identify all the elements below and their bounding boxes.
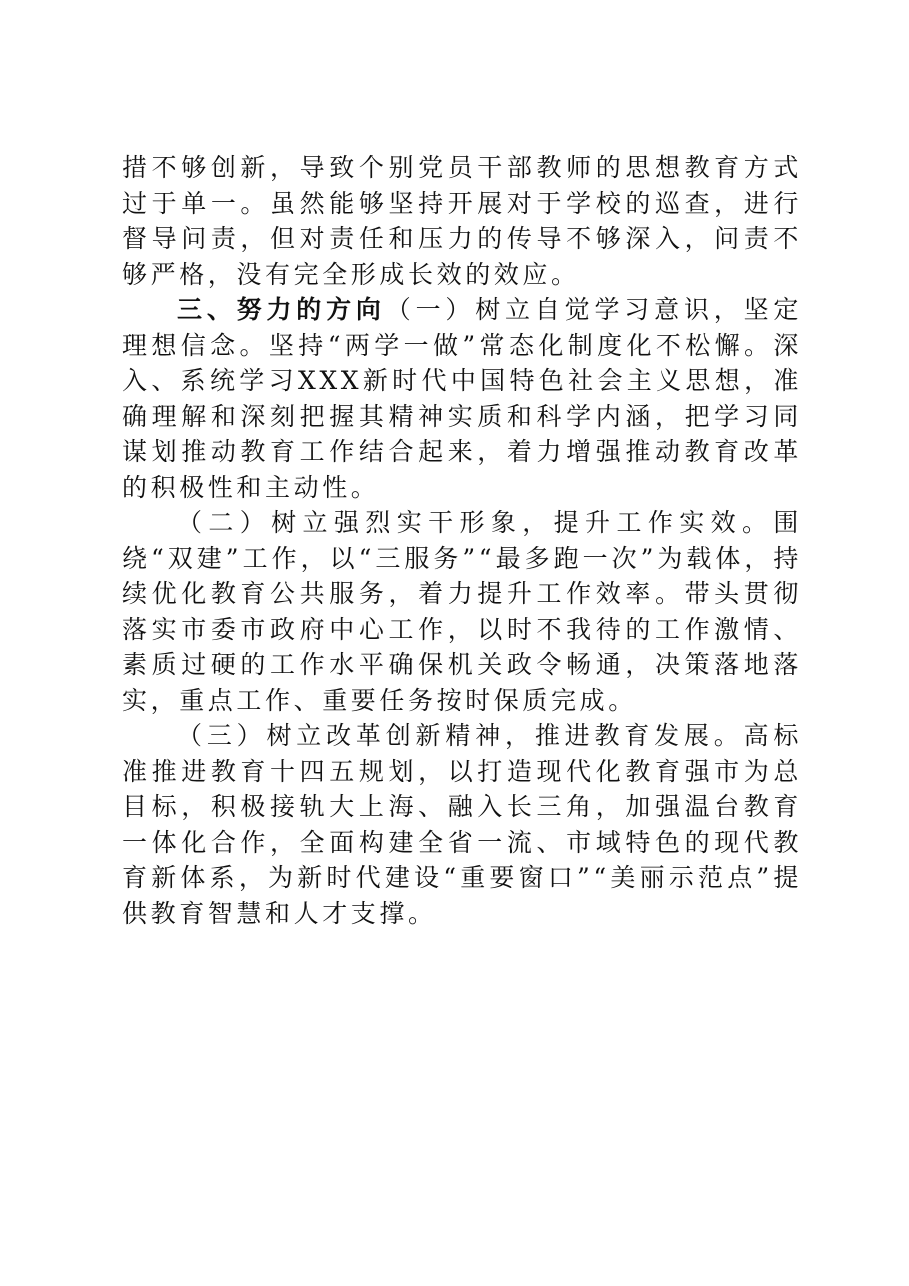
document-body — [122, 150, 802, 931]
paragraph-text: （一）树立自觉学习意识，坚定理想信念。坚持“两学一做”常态化制度化不松懈。深入、系统学习XXX新时代中国特色社会主义思想，准确理解和深刻把握其精神实质和科学内涵，把学习同谋划推动教育工作结合起来，着力增强推动教育改革的积极性和主动性。 — [122, 295, 803, 502]
paragraph-section-three — [122, 292, 802, 505]
paragraph-continuation: 措不够创新，导致个别党员干部教师的思想教育方式过于单一。虽然能够坚持开展对于学校的巡查，进行督导问责，但对责任和压力的传导不够深入，问责不够严格，没有完全形成长效的效应。 — [122, 153, 802, 289]
paragraph-item-two: （二）树立强烈实干形象，提升工作实效。围绕“双建”工作，以“三服务”“最多跑一次”为载体，持续优化教育公共服务，着力提升工作效率。带头贯彻落实市委市政府中心工作，以时不我待的工作激情、素质过硬的工作水平确保机关政令畅通，决策落地落实，重点工作、重要任务按时保质完成。 — [122, 508, 802, 715]
paragraph-item-three: （三）树立改革创新精神，推进教育发展。高标准推进教育十四五规划，以打造现代化教育强市为总目标，积极接轨大上海、融入长三角，加强温台教育一体化合作，全面构建全省一流、市域特色的现代教育新体系，为新时代建设“重要窗口”“美丽示范点”提供教育智慧和人才支撑。 — [122, 721, 802, 928]
section-heading: 三、努力的方向 — [177, 295, 386, 324]
